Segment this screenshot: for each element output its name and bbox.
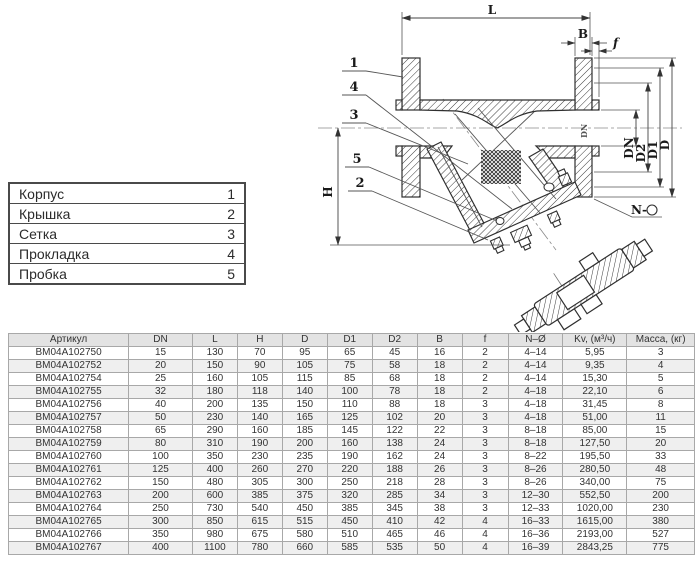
table-row: [9, 386, 695, 399]
table-cell: 162: [372, 451, 417, 464]
table-cell: 480: [192, 477, 237, 490]
table-cell: 22: [417, 425, 462, 438]
table-cell: BM04A102767: [9, 542, 129, 555]
table-cell: 127,50: [563, 438, 627, 451]
table-cell: 3: [462, 399, 508, 412]
table-cell: BM04A102750: [9, 347, 129, 360]
table-cell: 190: [237, 438, 282, 451]
table-cell: 580: [282, 529, 327, 542]
table-cell: 600: [192, 490, 237, 503]
table-cell: 4: [200, 244, 245, 264]
table-cell: 527: [627, 529, 695, 542]
hole-symbol: [647, 205, 657, 215]
table-cell: 305: [237, 477, 282, 490]
table-cell: 160: [237, 425, 282, 438]
table-cell: 15: [627, 425, 695, 438]
table-cell: 20: [129, 360, 193, 373]
column-header: H: [237, 334, 282, 347]
table-cell: 150: [192, 360, 237, 373]
table-row: [9, 399, 695, 412]
table-row: [9, 360, 695, 373]
mesh-screen-symbol: [481, 150, 521, 184]
table-cell: 16–36: [508, 529, 563, 542]
parts-legend: [8, 182, 246, 285]
column-header: D2: [372, 334, 417, 347]
bolt-hole: [544, 183, 554, 191]
table-cell: Пробка: [9, 264, 200, 285]
table-cell: Корпус: [19, 185, 65, 202]
table-cell: 200: [129, 490, 193, 503]
table-cell: 140: [282, 386, 327, 399]
table-cell: 515: [282, 516, 327, 529]
table-cell: BM04A102758: [9, 425, 129, 438]
parts-legend-body: [9, 183, 245, 284]
table-cell: 12–33: [508, 503, 563, 516]
table-cell: 310: [192, 438, 237, 451]
callout-4: [342, 80, 512, 209]
table-cell: 135: [237, 399, 282, 412]
table-cell: 3: [462, 438, 508, 451]
table-cell: 615: [237, 516, 282, 529]
table-cell: 195,50: [563, 451, 627, 464]
dim-label-D1: D1: [646, 140, 660, 160]
table-cell: 675: [237, 529, 282, 542]
table-cell: 26: [417, 464, 462, 477]
table-cell: 130: [192, 347, 237, 360]
table-cell: 300: [282, 477, 327, 490]
table-cell: 320: [327, 490, 372, 503]
table-cell: 145: [327, 425, 372, 438]
table-row: [9, 412, 695, 425]
table-row: [9, 244, 245, 264]
table-cell: 230: [627, 503, 695, 516]
table-cell: 42: [417, 516, 462, 529]
table-cell: 11: [627, 412, 695, 425]
table-cell: 3: [462, 451, 508, 464]
table-cell: 230: [237, 451, 282, 464]
svg-text:2: 2: [355, 176, 365, 191]
spec-table-body: [9, 347, 695, 555]
table-cell: 185: [282, 425, 327, 438]
table-cell: 730: [192, 503, 237, 516]
table-cell: 2: [462, 386, 508, 399]
table-cell: 1: [227, 185, 235, 202]
table-cell: 138: [372, 438, 417, 451]
table-cell: 190: [327, 451, 372, 464]
bolt-hole: [496, 218, 504, 225]
column-header: L: [192, 334, 237, 347]
table-row: [9, 204, 245, 224]
table-cell: 350: [192, 451, 237, 464]
table-row: [9, 373, 695, 386]
table-cell: 385: [327, 503, 372, 516]
table-row: [9, 529, 695, 542]
table-cell: 105: [237, 373, 282, 386]
table-cell: 2193,00: [563, 529, 627, 542]
table-cell: 4–14: [508, 347, 563, 360]
table-cell: 8–22: [508, 451, 563, 464]
table-cell: 58: [372, 360, 417, 373]
table-row: [9, 451, 695, 464]
table-cell: 122: [372, 425, 417, 438]
table-cell: 300: [129, 516, 193, 529]
table-cell: 410: [372, 516, 417, 529]
table-cell: 3: [462, 477, 508, 490]
table-cell: 585: [327, 542, 372, 555]
table-cell: BM04A102755: [9, 386, 129, 399]
table-cell: 3: [200, 224, 245, 244]
table-cell: 250: [129, 503, 193, 516]
table-cell: 18: [417, 386, 462, 399]
table-cell: 16–33: [508, 516, 563, 529]
table-cell: 38: [417, 503, 462, 516]
dim-label-D2: D2: [634, 143, 648, 163]
table-cell: Сетка: [9, 224, 200, 244]
table-cell: 235: [282, 451, 327, 464]
dim-label-D: D: [658, 139, 672, 151]
table-cell: BM04A102752: [9, 360, 129, 373]
table-cell: 15: [129, 347, 193, 360]
column-header: DN: [129, 334, 193, 347]
table-cell: 350: [129, 529, 193, 542]
table-cell: 70: [237, 347, 282, 360]
table-cell: 5,95: [563, 347, 627, 360]
drain-plug: [511, 225, 536, 252]
table-cell: 200: [627, 490, 695, 503]
table-cell: 45: [372, 347, 417, 360]
column-header: D1: [327, 334, 372, 347]
table-cell: 51,00: [563, 412, 627, 425]
column-header: f: [462, 334, 508, 347]
table-cell: 8–26: [508, 464, 563, 477]
bolt-holes-callout: [594, 199, 662, 217]
table-row: [9, 425, 695, 438]
table-cell: 90: [237, 360, 282, 373]
table-row: [9, 264, 245, 285]
table-cell: 88: [372, 399, 417, 412]
table-cell: 510: [327, 529, 372, 542]
table-cell: 102: [372, 412, 417, 425]
table-cell: 105: [282, 360, 327, 373]
table-row: [9, 224, 245, 244]
table-cell: 850: [192, 516, 237, 529]
table-cell: 375: [282, 490, 327, 503]
table-cell: 400: [129, 542, 193, 555]
table-cell: 180: [192, 386, 237, 399]
dim-label-H: H: [321, 186, 335, 198]
table-cell: 165: [282, 412, 327, 425]
table-cell: 31,45: [563, 399, 627, 412]
table-cell: 8–18: [508, 438, 563, 451]
table-cell: 160: [192, 373, 237, 386]
table-cell: BM04A102761: [9, 464, 129, 477]
table-row: [9, 183, 245, 204]
dim-label-f: f: [613, 36, 619, 50]
table-cell: 280,50: [563, 464, 627, 477]
table-cell: 1615,00: [563, 516, 627, 529]
table-row: [9, 477, 695, 490]
table-cell: 1020,00: [563, 503, 627, 516]
table-cell: 775: [627, 542, 695, 555]
table-row: [9, 503, 695, 516]
table-cell: 200: [192, 399, 237, 412]
table-cell: BM04A102762: [9, 477, 129, 490]
table-cell: 75: [327, 360, 372, 373]
table-cell: 345: [372, 503, 417, 516]
table-cell: 125: [327, 412, 372, 425]
table-cell: BM04A102763: [9, 490, 129, 503]
table-cell: 46: [417, 529, 462, 542]
table-row: [9, 490, 695, 503]
table-cell: 28: [417, 477, 462, 490]
table-row: [9, 438, 695, 451]
table-cell: 18: [417, 373, 462, 386]
table-cell: 22,10: [563, 386, 627, 399]
table-cell: 4–18: [508, 386, 563, 399]
dim-diameters: [594, 58, 676, 197]
table-cell: 260: [237, 464, 282, 477]
table-cell: 110: [327, 399, 372, 412]
column-header: Масса, (кг): [627, 334, 695, 347]
table-cell: 4: [462, 542, 508, 555]
table-cell: BM04A102765: [9, 516, 129, 529]
bore-label-DN: DN: [579, 123, 589, 138]
table-cell: 400: [192, 464, 237, 477]
table-cell: 48: [627, 464, 695, 477]
table-cell: 100: [327, 386, 372, 399]
table-cell: 218: [372, 477, 417, 490]
table-cell: 385: [237, 490, 282, 503]
table-cell: 95: [282, 347, 327, 360]
table-cell: BM04A102760: [9, 451, 129, 464]
table-cell: 4–18: [508, 399, 563, 412]
table-cell: 18: [417, 360, 462, 373]
table-cell: Прокладка: [9, 244, 200, 264]
table-cell: 270: [282, 464, 327, 477]
table-cell: 16–39: [508, 542, 563, 555]
column-header: B: [417, 334, 462, 347]
svg-text:4: 4: [349, 80, 359, 95]
table-cell: 34: [417, 490, 462, 503]
top-wall: [420, 100, 575, 128]
svg-text:1: 1: [349, 56, 359, 71]
table-cell: 9,35: [563, 360, 627, 373]
spec-header-row: [9, 334, 695, 347]
table-cell: 160: [327, 438, 372, 451]
table-cell: 50: [129, 412, 193, 425]
table-cell: 8–26: [508, 477, 563, 490]
holes-label: N-: [631, 203, 647, 217]
column-header: N–Ø: [508, 334, 563, 347]
table-cell: BM04A102756: [9, 399, 129, 412]
table-cell: 2: [462, 347, 508, 360]
table-cell: 3: [462, 412, 508, 425]
table-cell: 4: [462, 529, 508, 542]
table-cell: 85,00: [563, 425, 627, 438]
table-cell: 3: [627, 347, 695, 360]
table-cell: 85: [327, 373, 372, 386]
table-cell: 660: [282, 542, 327, 555]
branch-left-wall: [427, 142, 487, 236]
dim-L: [402, 3, 590, 55]
table-cell: 450: [282, 503, 327, 516]
table-cell: 33: [627, 451, 695, 464]
column-header: D: [282, 334, 327, 347]
table-cell: 200: [282, 438, 327, 451]
table-cell: 6: [627, 386, 695, 399]
table-cell: 150: [282, 399, 327, 412]
table-cell: 140: [237, 412, 282, 425]
table-cell: 4–18: [508, 412, 563, 425]
table-cell: 75: [627, 477, 695, 490]
column-header: Артикул: [9, 334, 129, 347]
table-cell: 450: [327, 516, 372, 529]
table-cell: 4: [627, 360, 695, 373]
table-cell: 65: [327, 347, 372, 360]
dim-label-L: L: [487, 3, 497, 17]
table-cell: 3: [462, 425, 508, 438]
svg-text:5: 5: [352, 152, 362, 167]
table-cell: 188: [372, 464, 417, 477]
table-cell: 380: [627, 516, 695, 529]
table-cell: 1100: [192, 542, 237, 555]
table-cell: 20: [627, 438, 695, 451]
table-cell: 4: [462, 516, 508, 529]
table-cell: 2: [462, 373, 508, 386]
table-cell: 980: [192, 529, 237, 542]
table-cell: 24: [417, 451, 462, 464]
dim-label-B: B: [577, 27, 589, 41]
table-row: [9, 516, 695, 529]
table-cell: 290: [192, 425, 237, 438]
table-cell: 32: [129, 386, 193, 399]
table-cell: 115: [282, 373, 327, 386]
table-cell: 780: [237, 542, 282, 555]
table-cell: 16: [417, 347, 462, 360]
table-cell: 250: [327, 477, 372, 490]
table-cell: BM04A102754: [9, 373, 129, 386]
table-cell: 50: [417, 542, 462, 555]
table-cell: 535: [372, 542, 417, 555]
table-cell: 150: [129, 477, 193, 490]
table-cell: 220: [327, 464, 372, 477]
table-row: [9, 542, 695, 555]
table-cell: 125: [129, 464, 193, 477]
svg-text:3: 3: [349, 108, 359, 123]
table-cell: 25: [129, 373, 193, 386]
dim-label-DN: DN: [622, 137, 636, 159]
table-cell: 15,30: [563, 373, 627, 386]
table-cell: 465: [372, 529, 417, 542]
table-cell: 340,00: [563, 477, 627, 490]
table-cell: 8: [627, 399, 695, 412]
table-cell: 552,50: [563, 490, 627, 503]
table-cell: Крышка: [9, 204, 200, 224]
table-cell: 78: [372, 386, 417, 399]
table-cell: 3: [462, 464, 508, 477]
table-cell: 5: [200, 264, 245, 285]
table-cell: 230: [192, 412, 237, 425]
column-header: Kv, (м³/ч): [563, 334, 627, 347]
table-cell: 5: [627, 373, 695, 386]
table-cell: 4–14: [508, 373, 563, 386]
table-cell: 540: [237, 503, 282, 516]
table-cell: BM04A102757: [9, 412, 129, 425]
table-cell: BM04A102764: [9, 503, 129, 516]
table-cell: 2: [462, 360, 508, 373]
part-callouts: [342, 56, 512, 240]
table-cell: 3: [462, 490, 508, 503]
table-cell: 8–18: [508, 425, 563, 438]
table-cell: BM04A102766: [9, 529, 129, 542]
table-cell: 2843,25: [563, 542, 627, 555]
table-cell: 24: [417, 438, 462, 451]
table-cell: 285: [372, 490, 417, 503]
table-cell: 40: [129, 399, 193, 412]
table-row: [9, 464, 695, 477]
table-cell: 12–30: [508, 490, 563, 503]
table-cell: 118: [237, 386, 282, 399]
specification-table: [8, 333, 695, 555]
table-cell: 20: [417, 412, 462, 425]
table-cell: BM04A102759: [9, 438, 129, 451]
table-cell: 65: [129, 425, 193, 438]
table-cell: 4–14: [508, 360, 563, 373]
table-cell: 18: [417, 399, 462, 412]
table-row: [9, 347, 695, 360]
table-cell: 80: [129, 438, 193, 451]
table-cell: 3: [462, 503, 508, 516]
table-cell: 100: [129, 451, 193, 464]
table-cell: 68: [372, 373, 417, 386]
table-cell: 2: [200, 204, 245, 224]
callout-1: [342, 56, 403, 77]
